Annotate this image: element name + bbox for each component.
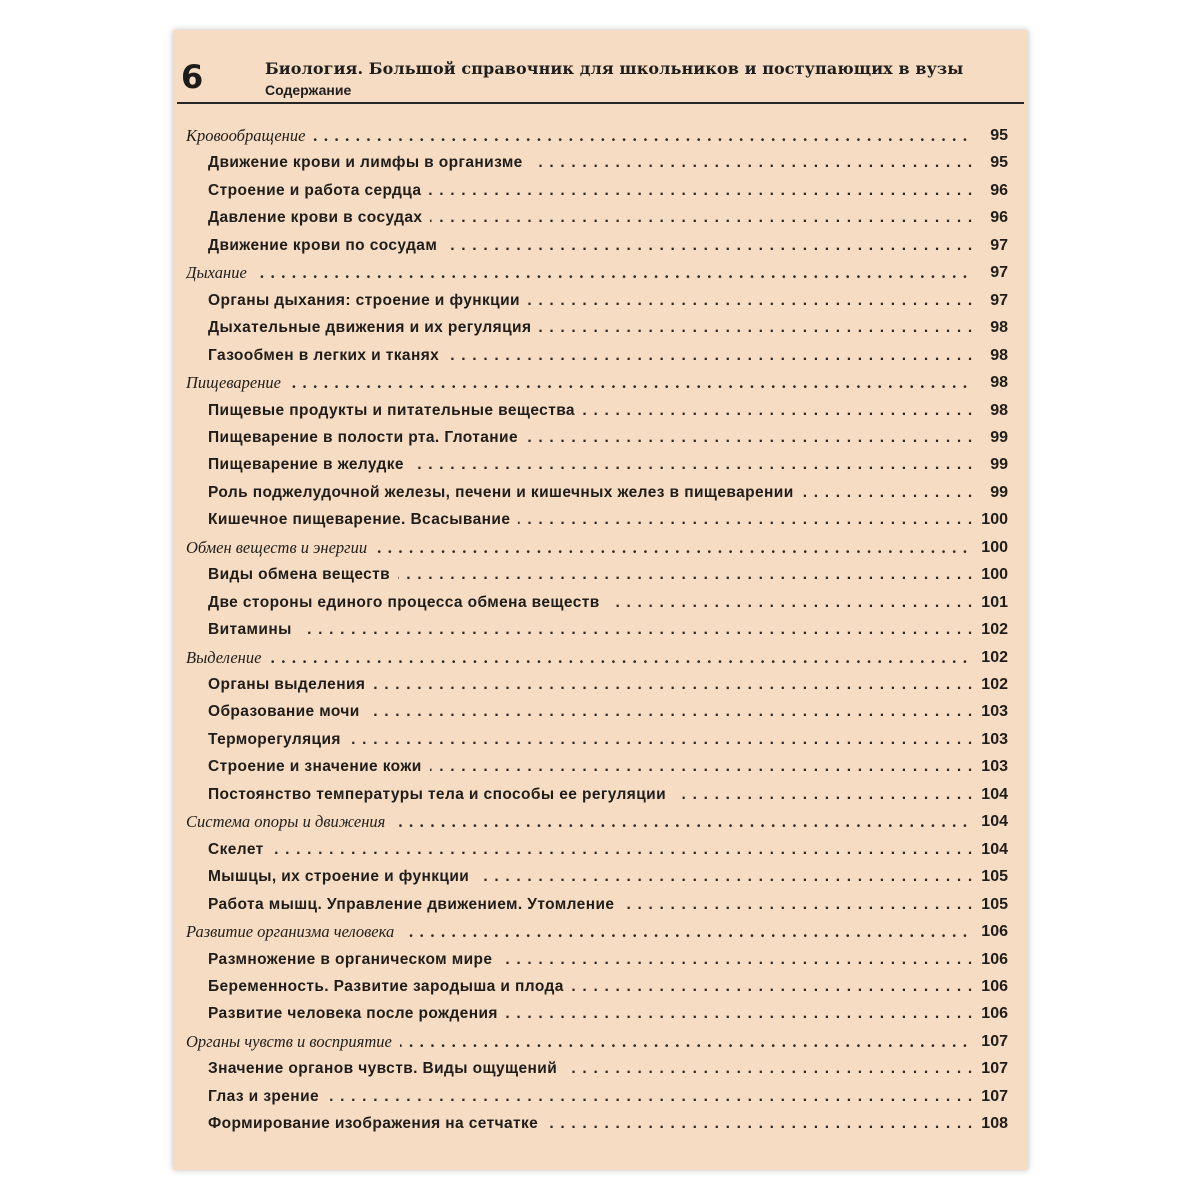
toc-entry-label: Образование мочи (208, 703, 368, 720)
toc-entry-label: Строение и значение кожи (208, 758, 430, 775)
toc-section (173, 370, 1028, 396)
toc-page-number: 104 (977, 782, 1008, 808)
toc-page-number: 98 (986, 398, 1008, 424)
toc-entry-title (208, 1056, 972, 1082)
toc-entry (173, 452, 1028, 478)
toc-page-number: 102 (977, 645, 1008, 671)
toc-entry (173, 562, 1028, 588)
toc-page-number: 95 (986, 150, 1008, 176)
toc-page-number: 98 (986, 370, 1008, 396)
toc-entry (173, 672, 1028, 698)
toc-entry-title (208, 672, 972, 698)
toc-entry-label: Формирование изображения на сетчатке (208, 1115, 546, 1132)
toc-page-number: 107 (977, 1084, 1008, 1110)
toc-page-number: 101 (977, 590, 1008, 616)
toc-entry-title (208, 233, 972, 259)
toc-entry-title (208, 398, 972, 424)
toc-entry (173, 205, 1028, 231)
toc-entry-title (208, 150, 972, 176)
toc-entry-title (208, 754, 972, 780)
toc-entry-label: Пищеварение в желудке (208, 456, 412, 473)
toc-entry-label: Кишечное пищеварение. Всасывание (208, 511, 518, 528)
toc-entry-title (208, 864, 972, 890)
toc-page-number: 98 (986, 343, 1008, 369)
toc-entry-label: Постоянство температуры тела и способы ее регуляции (208, 786, 674, 803)
toc-page-number: 107 (977, 1056, 1008, 1082)
toc-entry-title (208, 727, 972, 753)
toc-entry-title (208, 425, 972, 451)
toc-entry-title (208, 507, 972, 533)
toc-page-number: 100 (977, 507, 1008, 533)
toc-entry (173, 398, 1028, 424)
toc-entry-title (208, 837, 972, 863)
toc-entry-label: Система опоры и движения (186, 812, 393, 831)
toc-entry (173, 782, 1028, 808)
toc-entry-title (208, 343, 972, 369)
toc-entry-label: Пищевые продукты и питательные вещества (208, 402, 583, 419)
toc-entry-label: Две стороны единого процесса обмена веществ (208, 594, 608, 611)
toc-page-number: 96 (986, 178, 1008, 204)
toc-page-number: 103 (977, 699, 1008, 725)
toc-entry (173, 754, 1028, 780)
toc-entry (173, 150, 1028, 176)
toc-entry-label: Глаз и зрение (208, 1088, 327, 1105)
toc-page-number: 103 (977, 754, 1008, 780)
toc-entry (173, 288, 1028, 314)
toc-section (173, 535, 1028, 561)
toc-entry-title (186, 260, 972, 286)
toc-page-number: 105 (977, 892, 1008, 918)
toc-page-number: 106 (977, 919, 1008, 945)
toc-entry (173, 425, 1028, 451)
toc-page-number: 104 (977, 837, 1008, 863)
toc-entry-label: Газообмен в легких и тканях (208, 347, 447, 364)
toc-entry-title (208, 1084, 972, 1110)
toc-entry-title (208, 782, 972, 808)
toc-entry (173, 507, 1028, 533)
toc-entry-title (186, 645, 972, 671)
toc-entry-title (208, 617, 972, 643)
toc-entry (173, 233, 1028, 259)
toc-page-number: 97 (986, 288, 1008, 314)
toc-entry (173, 315, 1028, 341)
toc-page-number: 99 (986, 480, 1008, 506)
toc-entry-label: Органы выделения (208, 676, 373, 693)
toc-entry-label: Пищеварение (186, 373, 289, 392)
toc-entry-title (186, 123, 972, 149)
toc-entry (173, 947, 1028, 973)
table-of-contents (173, 30, 1028, 1170)
toc-entry-title (208, 1001, 972, 1027)
book-page (173, 30, 1028, 1170)
toc-page-number: 95 (986, 123, 1008, 149)
toc-page-number: 106 (977, 974, 1008, 1000)
toc-entry-label: Давление крови в сосудах (208, 209, 430, 226)
toc-page-number: 100 (977, 535, 1008, 561)
toc-entry (173, 1056, 1028, 1082)
toc-entry-title (186, 919, 972, 945)
toc-entry-title (208, 562, 972, 588)
toc-entry-title (208, 178, 972, 204)
toc-entry-title (186, 809, 972, 835)
toc-page-number: 96 (986, 205, 1008, 231)
toc-entry-label: Выделение (186, 648, 269, 667)
toc-entry-title (208, 892, 972, 918)
toc-entry (173, 178, 1028, 204)
toc-page-number: 105 (977, 864, 1008, 890)
toc-section (173, 809, 1028, 835)
section-label: Содержание (265, 82, 352, 98)
toc-section (173, 123, 1028, 149)
toc-page-number: 99 (986, 425, 1008, 451)
toc-entry-title (208, 205, 972, 231)
toc-entry (173, 1001, 1028, 1027)
toc-entry-label: Роль поджелудочной железы, печени и кишечных желез в пищеварении (208, 484, 802, 501)
toc-entry (173, 837, 1028, 863)
toc-entry-label: Кровообращение (186, 126, 313, 145)
toc-entry-title (186, 535, 972, 561)
toc-entry-label: Виды обмена веществ (208, 566, 398, 583)
toc-entry-label: Работа мышц. Управление движением. Утомление (208, 896, 622, 913)
toc-entry-title (208, 699, 972, 725)
toc-page-number: 108 (977, 1111, 1008, 1137)
toc-page-number: 104 (977, 809, 1008, 835)
toc-section (173, 260, 1028, 286)
toc-entry-title (186, 370, 972, 396)
book-title: Биология. Большой справочник для школьников и поступающих в вузы (265, 59, 964, 78)
toc-entry-label: Витамины (208, 621, 300, 638)
toc-entry-label: Органы дыхания: строение и функции (208, 292, 528, 309)
toc-entry (173, 699, 1028, 725)
toc-entry (173, 617, 1028, 643)
toc-entry-label: Мышцы, их строение и функции (208, 868, 477, 885)
toc-entry-label: Движение крови и лимфы в организме (208, 154, 531, 171)
toc-entry (173, 727, 1028, 753)
toc-page-number: 103 (977, 727, 1008, 753)
toc-entry-label: Скелет (208, 841, 272, 858)
toc-entry-label: Значение органов чувств. Виды ощущений (208, 1060, 565, 1077)
page-number: 6 (181, 58, 204, 96)
toc-entry (173, 1084, 1028, 1110)
toc-page-number: 102 (977, 672, 1008, 698)
toc-entry (173, 590, 1028, 616)
toc-section (173, 645, 1028, 671)
toc-entry-title (208, 947, 972, 973)
toc-entry-label: Развитие организма человека (186, 922, 402, 941)
toc-entry-label: Обмен веществ и энергии (186, 538, 375, 557)
toc-page-number: 98 (986, 315, 1008, 341)
toc-entry (173, 1111, 1028, 1137)
toc-page-number: 107 (977, 1029, 1008, 1055)
toc-entry (173, 864, 1028, 890)
toc-entry-title (208, 1111, 972, 1137)
toc-entry-label: Терморегуляция (208, 731, 349, 748)
toc-entry-title (208, 974, 972, 1000)
toc-entry-label: Органы чувств и восприятие (186, 1032, 400, 1051)
toc-entry-label: Размножение в органическом мире (208, 951, 500, 968)
toc-page-number: 106 (977, 1001, 1008, 1027)
toc-entry (173, 974, 1028, 1000)
toc-entry-label: Движение крови по сосудам (208, 237, 445, 254)
toc-page-number: 97 (986, 260, 1008, 286)
toc-entry-label: Строение и работа сердца (208, 182, 429, 199)
toc-page-number: 97 (986, 233, 1008, 259)
toc-page-number: 106 (977, 947, 1008, 973)
toc-entry-title (208, 452, 972, 478)
toc-entry-title (208, 480, 972, 506)
toc-page-number: 102 (977, 617, 1008, 643)
toc-entry-label: Пищеварение в полости рта. Глотание (208, 429, 526, 446)
toc-entry-title (208, 315, 972, 341)
toc-section (173, 919, 1028, 945)
toc-page-number: 99 (986, 452, 1008, 478)
toc-entry (173, 480, 1028, 506)
toc-page-number: 100 (977, 562, 1008, 588)
toc-entry-title (208, 288, 972, 314)
toc-entry-label: Развитие человека после рождения (208, 1005, 506, 1022)
toc-entry (173, 892, 1028, 918)
toc-entry-title (208, 590, 972, 616)
toc-entry-label: Дыхание (186, 263, 255, 282)
toc-entry-title (186, 1029, 972, 1055)
toc-section (173, 1029, 1028, 1055)
toc-entry (173, 343, 1028, 369)
toc-entry-label: Дыхательные движения и их регуляция (208, 319, 539, 336)
toc-entry-label: Беременность. Развитие зародыша и плода (208, 978, 572, 995)
